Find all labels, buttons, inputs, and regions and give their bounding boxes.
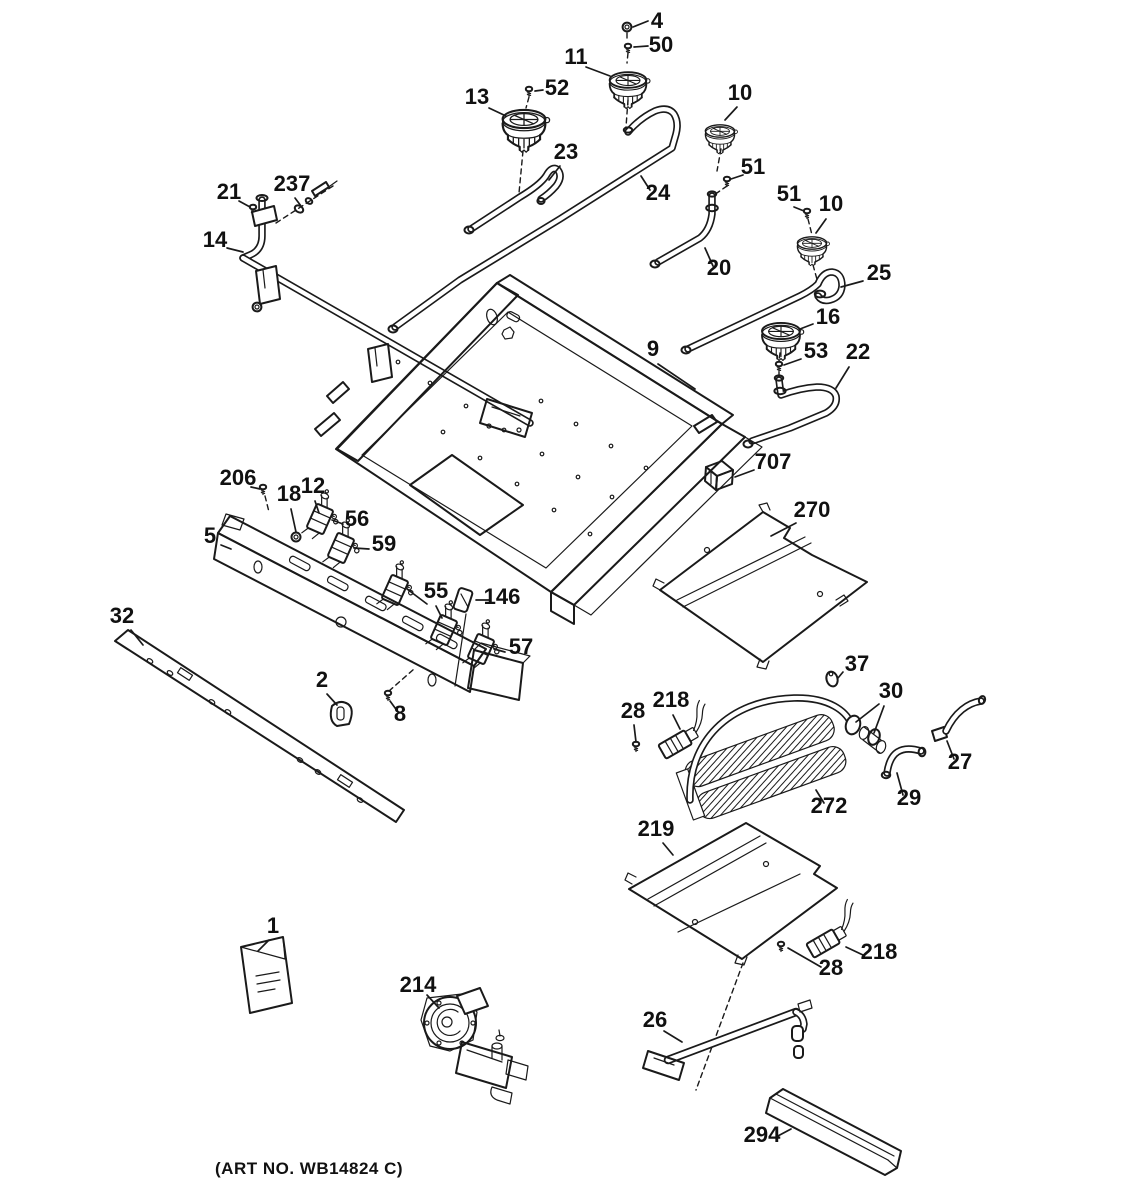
part-label-4: 4 bbox=[650, 8, 664, 33]
part-51-screw-left bbox=[724, 177, 730, 187]
part-22-gas-tube bbox=[744, 375, 837, 447]
part-219-shield-panel bbox=[625, 823, 837, 965]
part-label-55: 55 bbox=[423, 578, 449, 603]
part-label-52: 52 bbox=[544, 75, 570, 100]
part-label-218: 218 bbox=[652, 687, 690, 712]
part-4-nut bbox=[623, 23, 632, 32]
part-label-20: 20 bbox=[706, 255, 732, 280]
part-29-elbow-tube bbox=[882, 748, 926, 778]
part-270-shield-panel bbox=[653, 503, 867, 669]
part-1-instruction-packet bbox=[241, 937, 292, 1013]
part-label-53: 53 bbox=[803, 338, 829, 363]
part-label-18: 18 bbox=[276, 481, 302, 506]
part-label-5: 5 bbox=[203, 523, 217, 548]
part-label-219: 219 bbox=[637, 816, 675, 841]
part-label-25: 25 bbox=[866, 260, 892, 285]
part-8-screw bbox=[385, 691, 391, 701]
part-label-16: 16 bbox=[815, 304, 841, 329]
part-label-13: 13 bbox=[464, 84, 490, 109]
part-57-valve bbox=[462, 617, 509, 675]
part-707-spacer-block bbox=[705, 461, 733, 490]
part-26-bake-burner bbox=[643, 1000, 812, 1080]
part-label-29: 29 bbox=[896, 785, 922, 810]
part-label-28: 28 bbox=[620, 698, 646, 723]
part-55-valve-right bbox=[425, 598, 472, 656]
part-label-218: 218 bbox=[860, 939, 898, 964]
part-label-26: 26 bbox=[642, 1007, 668, 1032]
part-label-23: 23 bbox=[553, 139, 579, 164]
part-label-28: 28 bbox=[818, 955, 844, 980]
part-label-9: 9 bbox=[646, 336, 660, 361]
part-label-30: 30 bbox=[878, 678, 904, 703]
part-label-2: 2 bbox=[315, 667, 329, 692]
part-55-valve-left bbox=[376, 558, 423, 616]
part-label-57: 57 bbox=[508, 634, 534, 659]
part-218-igniter-lower bbox=[797, 898, 867, 958]
part-13-burner bbox=[503, 110, 550, 152]
part-51-screw-right bbox=[804, 209, 810, 219]
part-label-24: 24 bbox=[645, 180, 671, 205]
part-label-146: 146 bbox=[483, 584, 521, 609]
part-label-272: 272 bbox=[810, 793, 848, 818]
part-50-screw bbox=[625, 44, 631, 54]
part-label-12: 12 bbox=[300, 473, 326, 498]
part-label-206: 206 bbox=[219, 465, 257, 490]
part-37-clip bbox=[825, 670, 840, 687]
part-label-51: 51 bbox=[776, 181, 802, 206]
part-label-59: 59 bbox=[371, 531, 397, 556]
part-53-screw bbox=[776, 362, 782, 372]
assembly-dashed-lines bbox=[265, 33, 818, 1090]
art-number-text: (ART NO. WB14824 C) bbox=[215, 1159, 404, 1178]
part-label-294: 294 bbox=[743, 1122, 781, 1147]
part-27-inlet-fitting bbox=[932, 695, 986, 741]
part-272-broil-burner bbox=[674, 698, 887, 825]
part-label-51: 51 bbox=[740, 154, 766, 179]
part-label-270: 270 bbox=[793, 497, 831, 522]
part-label-22: 22 bbox=[845, 339, 871, 364]
part-label-14: 14 bbox=[202, 227, 228, 252]
part-label-21: 21 bbox=[216, 179, 242, 204]
part-16-burner bbox=[762, 323, 804, 361]
part-52-screw bbox=[526, 87, 532, 97]
part-2-knob-stop bbox=[331, 702, 352, 726]
part-206-screw bbox=[260, 485, 266, 495]
part-24-gas-tube bbox=[389, 109, 678, 332]
part-11-burner bbox=[610, 72, 650, 108]
part-label-214: 214 bbox=[399, 972, 437, 997]
part-label-8: 8 bbox=[393, 701, 407, 726]
screw-hole-dots bbox=[396, 360, 648, 536]
part-28-screw-upper bbox=[633, 742, 639, 752]
part-10-burner-right bbox=[797, 237, 829, 266]
part-label-11: 11 bbox=[564, 44, 588, 69]
part-32-rail bbox=[115, 630, 407, 822]
part-14-manifold-pipe bbox=[243, 195, 532, 437]
part-label-10: 10 bbox=[818, 191, 844, 216]
part-label-37: 37 bbox=[844, 651, 870, 676]
part-18-grommet bbox=[292, 533, 301, 542]
part-28-screw-lower bbox=[778, 942, 784, 952]
part-label-27: 27 bbox=[947, 749, 973, 774]
part-label-56: 56 bbox=[344, 506, 370, 531]
part-label-237: 237 bbox=[273, 171, 311, 196]
part-label-707: 707 bbox=[754, 449, 792, 474]
part-9-burner-box bbox=[315, 275, 762, 624]
part-label-32: 32 bbox=[109, 603, 135, 628]
part-label-10: 10 bbox=[727, 80, 753, 105]
part-label-50: 50 bbox=[648, 32, 674, 57]
part-label-1: 1 bbox=[266, 913, 280, 938]
